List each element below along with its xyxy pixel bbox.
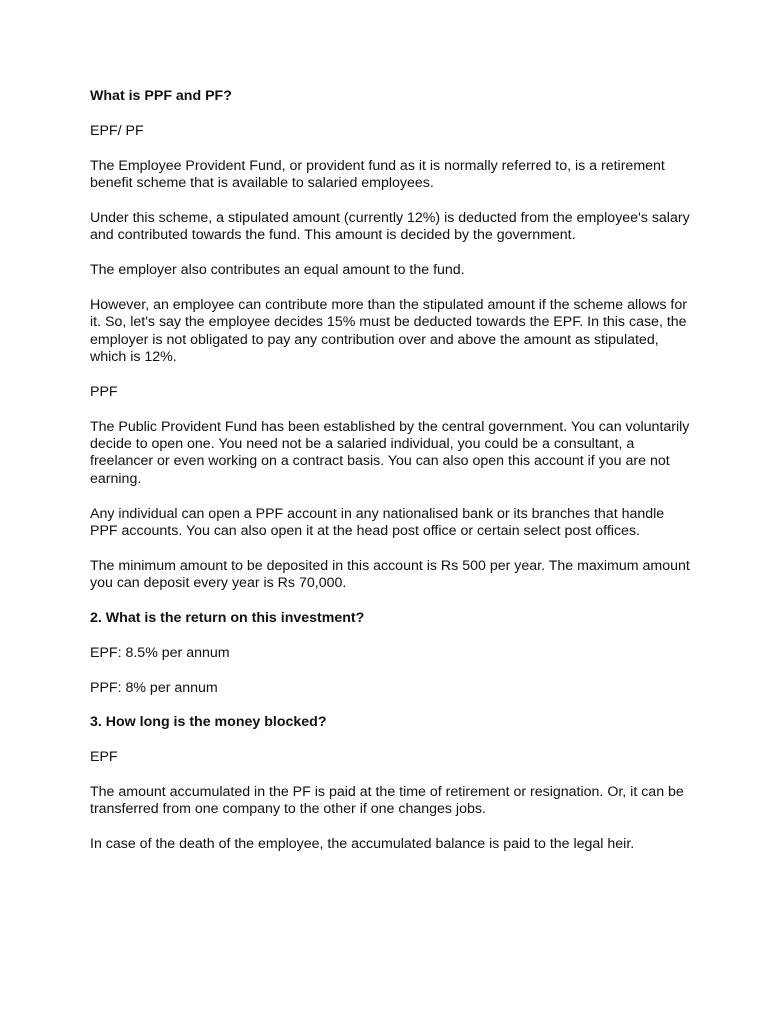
q3-paragraph: In case of the death of the employee, the accumulated balance is paid to the legal heir. — [90, 836, 635, 853]
q3-paragraph: The amount accumulated in the PF is paid at the time of retirement or resignation. Or, it can be transferred from one company to the other if one changes jobs. — [90, 784, 684, 818]
ppf-paragraph: The minimum amount to be deposited in this account is Rs 500 per year. The maximum amount you can deposit every year is Rs 70,000. — [90, 557, 690, 592]
ppf-paragraph: The Public Provident Fund has been established by the central government. You can voluntarily decide to open one. You need not be a salaried individual, you could be a consultant, a freelancer or even working on a contract basis. You can also open this account if you are not earning. — [90, 418, 690, 487]
document-page — [90, 88, 690, 871]
epf-paragraph: Under this scheme, a stipulated amount (currently 12%) is deducted from the employee's salary and contributed towards the fund. This amount is decided by the government. — [90, 209, 690, 244]
epf-paragraph: However, an employee can contribute more than the stipulated amount if the scheme allows for it. So, let's say the employee decides 15% must be deducted towards the EPF. In this case, the employer is not obligated to pay any contribution over and above the amount as stipulated, which is 12%. — [90, 296, 687, 366]
epf-paragraph: The Employee Provident Fund, or provident fund as it is normally referred to, is a retirement benefit scheme that is available to salaried employees. — [90, 157, 665, 191]
ppf-return: PPF: 8% per annum — [90, 679, 218, 696]
epf-paragraph: The employer also contributes an equal amount to the fund. — [90, 262, 465, 278]
ppf-heading: PPF — [90, 383, 118, 400]
epf-heading: EPF/ PF — [90, 122, 144, 139]
question-3-heading: 3. How long is the money blocked? — [90, 714, 327, 731]
ppf-paragraph: Any individual can open a PPF account in any nationalised bank or its branches that handle PPF accounts. You can also open it at the head post office or certain select post offices. — [90, 505, 665, 540]
q3-epf-heading: EPF — [90, 749, 118, 766]
document-title: What is PPF and PF? — [90, 88, 232, 104]
question-2-heading: 2. What is the return on this investment? — [90, 610, 365, 627]
epf-return: EPF: 8.5% per annum — [90, 644, 230, 661]
